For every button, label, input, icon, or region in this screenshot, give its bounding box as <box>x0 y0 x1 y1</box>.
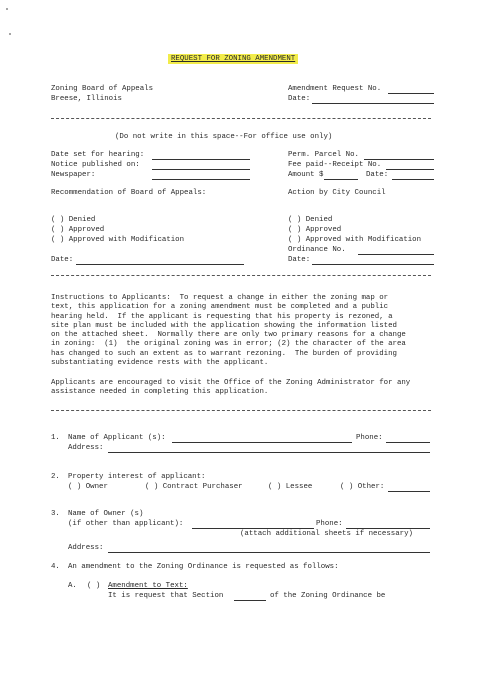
org-location: Breese, Illinois <box>51 95 122 103</box>
sub-a-text-start: It is request that Section <box>108 592 224 600</box>
header-date-field[interactable] <box>312 103 434 104</box>
newspaper-field[interactable] <box>152 179 250 180</box>
sub-a-letter: A. <box>68 582 77 590</box>
applicant-address-field[interactable] <box>108 452 430 453</box>
hearing-date-label: Date set for hearing: <box>51 151 145 159</box>
applicant-phone-label: Phone: <box>356 434 383 442</box>
item-4-number: 4. <box>51 563 60 571</box>
interest-contract-purchaser-option[interactable]: ( ) Contract Purchaser <box>145 483 243 491</box>
scan-speck <box>6 8 8 10</box>
board-date-label: Date: <box>51 256 74 264</box>
form-title: REQUEST FOR ZONING AMENDMENT <box>168 56 298 63</box>
parcel-no-field[interactable] <box>364 159 434 160</box>
council-action-label: Action by City Council <box>288 189 386 197</box>
applicant-phone-field[interactable] <box>386 442 430 443</box>
fee-receipt-field[interactable] <box>386 169 434 170</box>
attach-sheets-note: (attach additional sheets if necessary) <box>240 530 413 538</box>
notice-published-field[interactable] <box>152 169 250 170</box>
property-interest-label: Property interest of applicant: <box>68 473 206 481</box>
council-date-label: Date: <box>288 256 311 264</box>
owner-name-field[interactable] <box>192 528 314 529</box>
owner-address-field[interactable] <box>108 552 430 553</box>
sub-a-text-end: of the Zoning Ordinance be <box>270 592 386 600</box>
council-option-approved-modification[interactable]: ( ) Approved with Modification <box>288 236 422 244</box>
section-number-field[interactable] <box>234 600 266 601</box>
item-3-number: 3. <box>51 510 60 518</box>
amount-field[interactable] <box>324 179 358 180</box>
board-date-field[interactable] <box>76 264 244 265</box>
office-use-note: (Do not write in this space--For office use only) <box>115 133 333 141</box>
council-option-denied[interactable]: ( ) Denied <box>288 216 333 224</box>
interest-other-option[interactable]: ( ) Other: <box>340 483 385 491</box>
divider <box>51 118 431 119</box>
notice-published-label: Notice published on: <box>51 161 140 169</box>
instructions-paragraph: Instructions to Applicants: To request a change in either the zoning map or text, this application for a zoning amendment must be completed and a public hearing held. If the applicant is requesting that his property is rezoned, a site plan must be included with the application showing the information listed on the attached sheet. Normally there are only two primary reasons for a change in zoning: (1) the original zoning was in error; (2) the character of the area has changed to such an extent as to warrant rezoning. The burden of providing substantiating evidence rests with the applicant. <box>51 294 406 368</box>
amendment-request-no-label: Amendment Request No. <box>288 85 382 93</box>
ordinance-no-label: Ordinance No. <box>288 246 346 254</box>
interest-owner-option[interactable]: ( ) Owner <box>68 483 108 491</box>
header-date-label: Date: <box>288 95 311 103</box>
item-1-number: 1. <box>51 434 60 442</box>
board-recommendation-label: Recommendation of Board of Appeals: <box>51 189 207 197</box>
amendment-request-no-field[interactable] <box>388 93 434 94</box>
applicant-address-label: Address: <box>68 444 104 452</box>
item-2-number: 2. <box>51 473 60 481</box>
owner-phone-label: Phone: <box>316 520 343 528</box>
hearing-date-field[interactable] <box>152 159 250 160</box>
org-name: Zoning Board of Appeals <box>51 85 154 93</box>
owner-if-other-label: (if other than applicant): <box>68 520 184 528</box>
ordinance-no-field[interactable] <box>358 254 434 255</box>
applicant-name-label: Name of Applicant (s): <box>68 434 166 442</box>
amendment-intro: An amendment to the Zoning Ordinance is requested as follows: <box>68 563 339 571</box>
parcel-no-label: Perm. Parcel No. <box>288 151 359 159</box>
interest-other-field[interactable] <box>388 491 430 492</box>
amount-date-label: Date: <box>366 171 389 179</box>
board-option-denied[interactable]: ( ) Denied <box>51 216 96 224</box>
sub-a-title: Amendment to Text: <box>108 582 188 590</box>
owner-phone-field[interactable] <box>346 528 430 529</box>
encouragement-paragraph: Applicants are encouraged to visit the Office of the Zoning Administrator for any assistance needed in completing this application. <box>51 379 411 397</box>
sub-a-checkbox[interactable]: ( ) <box>87 582 101 590</box>
scan-speck <box>9 33 11 35</box>
amount-label: Amount $ <box>288 171 324 179</box>
owner-name-label: Name of Owner (s) <box>68 510 144 518</box>
board-option-approved-modification[interactable]: ( ) Approved with Modification <box>51 236 185 244</box>
board-option-approved[interactable]: ( ) Approved <box>51 226 105 234</box>
interest-lessee-option[interactable]: ( ) Lessee <box>268 483 313 491</box>
divider <box>51 275 431 276</box>
council-date-field[interactable] <box>312 264 434 265</box>
owner-address-label: Address: <box>68 544 104 552</box>
amount-date-field[interactable] <box>392 179 434 180</box>
council-option-approved[interactable]: ( ) Approved <box>288 226 342 234</box>
newspaper-label: Newspaper: <box>51 171 96 179</box>
fee-receipt-label: Fee paid--Receipt No. <box>288 161 382 169</box>
divider <box>51 410 431 411</box>
applicant-name-field[interactable] <box>172 442 352 443</box>
